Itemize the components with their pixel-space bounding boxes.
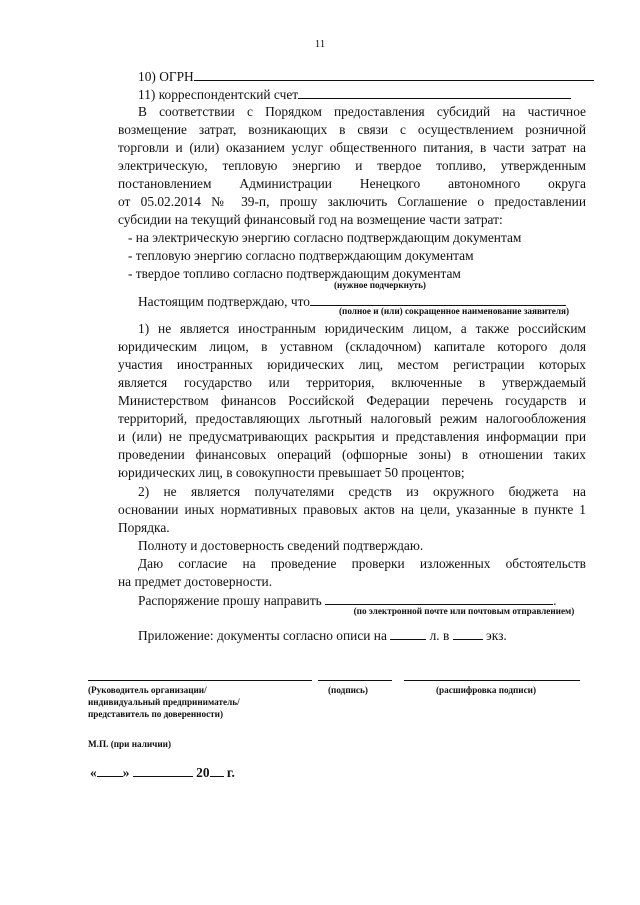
confirm-label: Настоящим подтверждаю, что (138, 294, 310, 309)
month-field[interactable] (133, 764, 193, 777)
underline-hint: (нужное подчеркнуть) (333, 280, 426, 290)
ogrn-label: 10) ОГРН (138, 69, 194, 84)
year-field[interactable] (210, 764, 224, 777)
signature-caption: (подпись) (328, 685, 368, 695)
ogrn-field[interactable] (194, 68, 594, 81)
signature-decode-caption: (расшифровка подписи) (436, 685, 537, 695)
send-label: Распоряжение прошу направить (138, 593, 322, 608)
applicant-name-field[interactable] (310, 293, 566, 306)
day-field[interactable] (97, 764, 123, 777)
corr-account-field[interactable] (298, 86, 571, 99)
clause1-line: юридических лиц, в совокупности превышает 50 процентов; (118, 465, 465, 480)
corr-account-label: 11) корреспондентский счет (138, 87, 299, 102)
clause2-line: Порядка. (118, 520, 170, 535)
option-electric[interactable]: - на электрическую энергию согласно подтверждающим документам (128, 230, 522, 245)
date-line: « » 20 г. (90, 765, 235, 780)
head-caption: (Руководитель организации/ индивидуальный предприниматель/ представитель по доверенности) (88, 685, 240, 719)
intro-line: торговли и (или) оказанием услуг общественного питания, в части затрат на (118, 140, 586, 155)
send-hint: (по электронной почте или почтовым отправлением) (353, 606, 575, 616)
consent-line: на предмет достоверности. (118, 574, 273, 589)
option-fuel[interactable]: - твердое топливо согласно подтверждающим документам (128, 266, 461, 281)
sheets-count-field[interactable] (390, 627, 426, 640)
send-dot: . (553, 593, 557, 608)
clause1-line: территорий, предоставляющих льготный налоговый режим налогообложения (118, 411, 586, 426)
clause2-line: 2) не является получателями средств из окружного бюджета на (138, 484, 586, 499)
intro-line: возмещение затрат, возникающих в связи с осуществлением розничной (118, 122, 586, 137)
attachment-sheets: л. в (429, 628, 450, 643)
clause1-line: является государство или территория, включенные в утверждаемый (118, 375, 586, 390)
stamp-note: М.П. (при наличии) (88, 739, 172, 749)
clause1-line: участия иностранных юридических лиц, местом регистрации которых (118, 357, 586, 372)
clause2-line: основании иных нормативных правовых актов на цели, указанные в пункте 1 (118, 502, 586, 517)
attachment-prefix: Приложение: документы согласно описи на (138, 628, 387, 643)
accuracy-statement: Полноту и достоверность сведений подтверждаю. (138, 538, 424, 553)
head-signature-line[interactable] (88, 680, 312, 681)
clause1-line: 1) не является иностранным юридическим лицом, а также российским (138, 321, 586, 336)
page-number: 11 (314, 38, 326, 50)
clause1-line: юридическим лицом, в уставном (складочном) капитале которого доля (118, 339, 586, 354)
send-method-field[interactable] (325, 592, 553, 605)
attachment-copies: экз. (486, 628, 507, 643)
option-heat[interactable]: - тепловую энергию согласно подтверждающим документам (128, 248, 474, 263)
intro-line: субсидии на текущий финансовый год на возмещение части затрат: (118, 212, 503, 227)
intro-line: от 05.02.2014 № 39-п, прошу заключить Соглашение о предоставлении (118, 194, 586, 209)
clause1-line: и (или) не предусматривающих раскрытия и представления информации при (118, 429, 586, 444)
ogrn-line (138, 68, 586, 85)
signature-line[interactable] (318, 680, 392, 681)
clause1-line: Министерством финансов Российской Федерации перечень государств и (118, 393, 586, 408)
clause1-line: проведении финансовых операций (офшорные зоны) в отношении таких (118, 447, 586, 462)
attachment-line (138, 627, 586, 644)
signature-decode-line[interactable] (404, 680, 580, 681)
applicant-name-hint: (полное и (или) сокращенное наименование заявителя) (338, 306, 570, 316)
consent-line: Даю согласие на проведение проверки изложенных обстоятельств (138, 556, 586, 571)
intro-line: постановлением Администрации Ненецкого автономного округа (118, 176, 586, 191)
corr-account-line (138, 86, 586, 103)
intro-line: В соответствии с Порядком предоставления субсидий на частичное (138, 104, 586, 119)
copies-count-field[interactable] (453, 627, 483, 640)
intro-line: электрическую, тепловую энергию и твердое топливо, утвержденным (118, 158, 586, 173)
